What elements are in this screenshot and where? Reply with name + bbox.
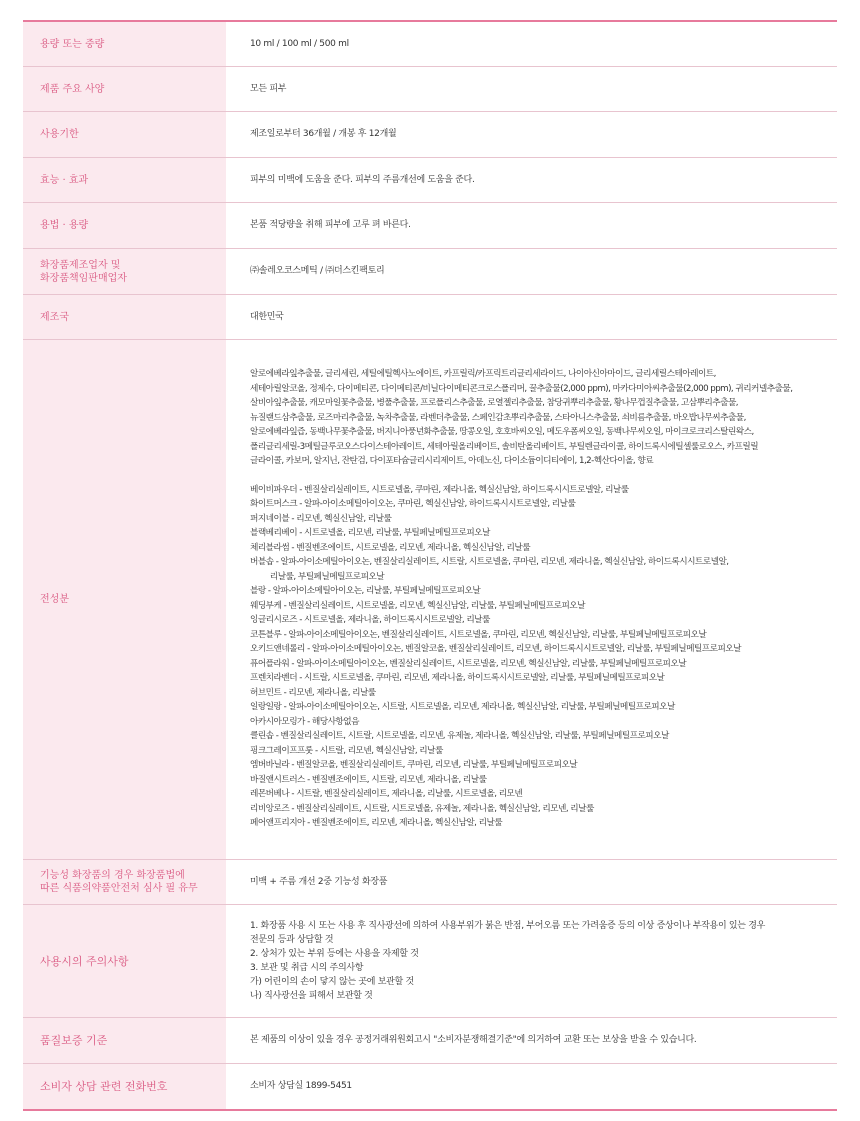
ingredient-base-line: 알로에베라잎즙, 동백나무꽃추출물, 버지니아풍년화추출물, 땅콩오일, 호호바씨오일, 메도우폼씨오일, 동백나무씨오일, 마이크로크리스탈린왁스, bbox=[250, 427, 754, 438]
ingredient-scent-line: 화이트머스크 - 알파-아이소메틸아이오논, 쿠마린, 헥실신남알, 하이드록시시트로넬알, 리날룰 bbox=[250, 499, 576, 510]
ingredient-scent-line: 퍼지네이블 - 리모넨, 헥실신남알, 리날룰 bbox=[250, 513, 392, 524]
row-value: ㈜솔레오코스메틱 / ㈜더스킨팩토리 bbox=[250, 266, 385, 276]
row-value: 소비자 상담실 1899-5451 bbox=[250, 1081, 352, 1091]
info-row-usage bbox=[23, 203, 837, 249]
ingredient-scent-line: 페어앤프리지아 - 벤질벤조에이트, 리모넨, 제라니올, 헥실신남알, 리날룰 bbox=[250, 818, 503, 829]
row-value: 제조일로부터 36개월 / 개봉 후 12개월 bbox=[250, 129, 397, 139]
ingredient-base-line: 뉴질랜드삼추출물, 로즈마리추출물, 녹차추출물, 라벤더추출물, 스페인감초뿌리추출물, 스타아니스추출물, 쇠비름추출물, 바오밥나무씨추출물, bbox=[250, 412, 746, 423]
row-label: 품질보증 기준 bbox=[23, 1018, 226, 1063]
info-row-cautions bbox=[23, 905, 837, 1018]
ingredient-scent-line: 오키드앤네롤리 - 알파-아이소메틸아이오논, 벤질알코올, 벤질살리실레이트, 리모넨, 하이드록시시트로넬알, 리날룰, 부틸페닐메틸프로피오날 bbox=[250, 644, 741, 655]
row-value: 본품 적당량을 취해 피부에 고루 펴 바른다. bbox=[250, 220, 411, 230]
row-value: 미백 + 주름 개선 2중 기능성 화장품 bbox=[250, 876, 388, 887]
row-label: 소비자 상담 관련 전화번호 bbox=[23, 1064, 226, 1109]
ingredient-scent-line: 리비앙로즈 - 벤질살리실레이트, 시트랄, 시트로넬올, 유제놀, 제라니올, 헥실신남알, 리모넨, 리날룰 bbox=[250, 803, 594, 814]
info-row-effect bbox=[23, 158, 837, 203]
ingredient-base-line: 글라이콜, 카보머, 알지닌, 잔탄검, 다이포타슘글리시리제이트, 아데노신, 다이소듐이디티에이, 1,2-헥산다이올, 향료 bbox=[250, 456, 654, 467]
row-value: 대한민국 bbox=[250, 311, 284, 322]
ingredient-scent-line: 클린솝 - 벤질살리실레이트, 시트랄, 시트로넬올, 리모넨, 유제놀, 제라니올, 헥실신남알, 리날룰, 부틸페닐메틸프로피오날 bbox=[250, 731, 669, 742]
ingredient-base-line: 살비아잎추출물, 캐모마일꽃추출물, 병풀추출물, 프로폴리스추출물, 로열젤리추출물, 참당귀뿌리추출물, 황나무껍질추출물, 고삼뿌리추출물, bbox=[250, 398, 739, 409]
ingredient-base-line: 알로에베라잎추출물, 글리세린, 세틸에틸헥사노에이트, 카프릴릭/카프릭트리글리세라이드, 나이아신아마이드, 글리세릴스테아레이트, bbox=[250, 369, 716, 380]
info-row-ingredients bbox=[23, 340, 837, 860]
row-value: 피부의 미백에 도움을 준다. 피부의 주름개선에 도움을 준다. bbox=[250, 174, 475, 185]
ingredient-scent-line: 웨딩부케 - 벤질살리실레이트, 시트로넬올, 리모넨, 헥실신남알, 리날룰, 부틸페닐메틸프로피오날 bbox=[250, 600, 585, 611]
row-value: 10 ml / 100 ml / 500 ml bbox=[250, 38, 349, 49]
ingredient-spacer bbox=[250, 469, 792, 483]
row-label: 제조국 bbox=[23, 295, 226, 339]
row-value: 본 제품의 이상이 있을 경우 공정거래위원회고시 "소비자분쟁해결기준"에 의거하여 교환 또는 보상을 받을 수 있습니다. bbox=[250, 1035, 697, 1045]
ingredient-scent-line: 퓨어플라워 - 알파-아이소메틸아이오논, 벤질살리실레이트, 시트로넬올, 리모넨, 헥실신남알, 리날룰, 부틸페닐메틸프로피오날 bbox=[250, 658, 687, 669]
ingredient-scent-line: 버블솝 - 알파-아이소메틸아이오논, 벤질살리실레이트, 시트랄, 시트로넬올, 쿠마린, 리모넨, 제라니올, 헥실신남알, 하이드록시시트로넬알, bbox=[250, 557, 729, 568]
info-row-capacity bbox=[23, 22, 837, 67]
product-info-table bbox=[23, 20, 837, 1111]
ingredient-scent-line: 블랙베리베이 - 시트로넬올, 리모넨, 리날룰, 부틸페닐메틸프로피오날 bbox=[250, 528, 490, 539]
info-row-manufacturer bbox=[23, 249, 837, 295]
row-label: 효능 · 효과 bbox=[23, 158, 226, 202]
ingredients-list bbox=[226, 340, 837, 859]
row-label: 전성분 bbox=[23, 340, 226, 859]
row-label: 기능성 화장품의 경우 화장품법에 따른 식품의약품안전처 심사 필 유무 bbox=[23, 860, 226, 904]
ingredient-scent-line: 체리블라썸 - 벤질벤조에이트, 시트로넬올, 리모넨, 제라니올, 헥실신남알, 리날룰 bbox=[250, 542, 531, 553]
row-label: 화장품제조업자 및 화장품책임판매업자 bbox=[23, 249, 226, 294]
row-label: 제품 주요 사양 bbox=[23, 67, 226, 111]
ingredients-block bbox=[250, 367, 792, 831]
ingredient-scent-line: 리날룰, 부틸페닐메틸프로피오날 bbox=[250, 571, 385, 582]
ingredient-scent-line: 코튼블루 - 알파-아이소메틸아이오논, 벤질살리실레이트, 시트로넬올, 쿠마린, 리모넨, 헥실신남알, 리날룰, 부틸페닐메틸프로피오날 bbox=[250, 629, 707, 640]
info-row-functional bbox=[23, 860, 837, 905]
info-row-expiry bbox=[23, 112, 837, 158]
row-label: 사용시의 주의사항 bbox=[23, 905, 226, 1017]
ingredient-scent-line: 블랑 - 알파-아이소메틸아이오논, 리날룰, 부틸페닐메틸프로피오날 bbox=[250, 586, 481, 597]
ingredient-base-line: 세테아릴알코올, 정제수, 다이메티콘, 다이메티콘/비닐다이메티콘크로스폴리머, 꿀추출물(2,000 ppm), 마카다미아씨추출물(2,000 ppm), 귀리커넬추출물, bbox=[250, 383, 793, 394]
row-value: 모든 피부 bbox=[250, 83, 287, 94]
ingredient-scent-line: 베이비파우더 - 벤질살리실레이트, 시트로넬올, 쿠마린, 제라니올, 헥실신남알, 하이드록시시트로넬알, 리날룰 bbox=[250, 484, 629, 495]
row-label: 사용기한 bbox=[23, 112, 226, 157]
ingredient-scent-line: 핑크그레이프프룻 - 시트랄, 리모넨, 헥실신남알, 리날룰 bbox=[250, 745, 443, 756]
ingredient-scent-line: 일랑일랑 - 알파-아이소메틸아이오논, 시트랄, 시트로넬올, 리모넨, 제라니올, 헥실신남알, 리날룰, 부틸페닐메틸프로피오날 bbox=[250, 702, 675, 713]
info-row-contact bbox=[23, 1064, 837, 1109]
row-label: 용량 또는 중량 bbox=[23, 22, 226, 66]
ingredient-scent-line: 허브민트 - 리모넨, 제라니올, 리날룰 bbox=[250, 687, 376, 698]
row-label: 용법 · 용량 bbox=[23, 203, 226, 248]
ingredient-scent-line: 레몬버베나 - 시트랄, 벤질살리실레이트, 제라니올, 리날룰, 시트로넬올, 리모넨 bbox=[250, 789, 523, 800]
ingredient-base-line: 폴리글리세릴-3메틸글루코오스다이스테아레이트, 세테아릴올리베이트, 솔비탄올리베이트, 부틸렌글라이콜, 하이드록시에틸셀룰로오스, 카프릴릴 bbox=[250, 441, 759, 452]
ingredient-scent-line: 프렌치라벤더 - 시트랄, 시트로넬올, 쿠마린, 리모넨, 제라니올, 하이드록시시트로넬알, 리날룰, 부틸페닐메틸프로피오날 bbox=[250, 673, 665, 684]
info-row-spec bbox=[23, 67, 837, 112]
info-row-country bbox=[23, 295, 837, 340]
info-row-quality bbox=[23, 1018, 837, 1064]
ingredient-scent-line: 잉글리시로즈 - 시트로넬올, 제라니올, 하이드록시시트로넬알, 리날룰 bbox=[250, 615, 490, 626]
row-value: 1. 화장품 사용 시 또는 사용 후 직사광선에 의하여 사용부위가 붉은 반점, 부어오름 또는 가려움증 등의 이상 증상이나 부작용이 있는 경우 전문의 등과 상담할 것 2. 상처가 있는 부위 등에는 사용을 자제할 것 3. 보관 및 취급 시의 주의사항 가) 어린이의 손이 닿지 않는 곳에 보관할 것 나) 직사광선을 피해서 보관할 것 bbox=[250, 921, 766, 1001]
ingredient-scent-line: 아카시아모링가 - 해당사항없음 bbox=[250, 716, 359, 727]
ingredient-scent-line: 바질앤시트러스 - 벤질벤조에이트, 시트랄, 리모넨, 제라니올, 리날룰 bbox=[250, 774, 487, 785]
ingredient-scent-line: 엠버바닐라 - 벤질알코올, 벤질살리실레이트, 쿠마린, 리모넨, 리날룰, 부틸페닐메틸프로피오날 bbox=[250, 760, 578, 771]
